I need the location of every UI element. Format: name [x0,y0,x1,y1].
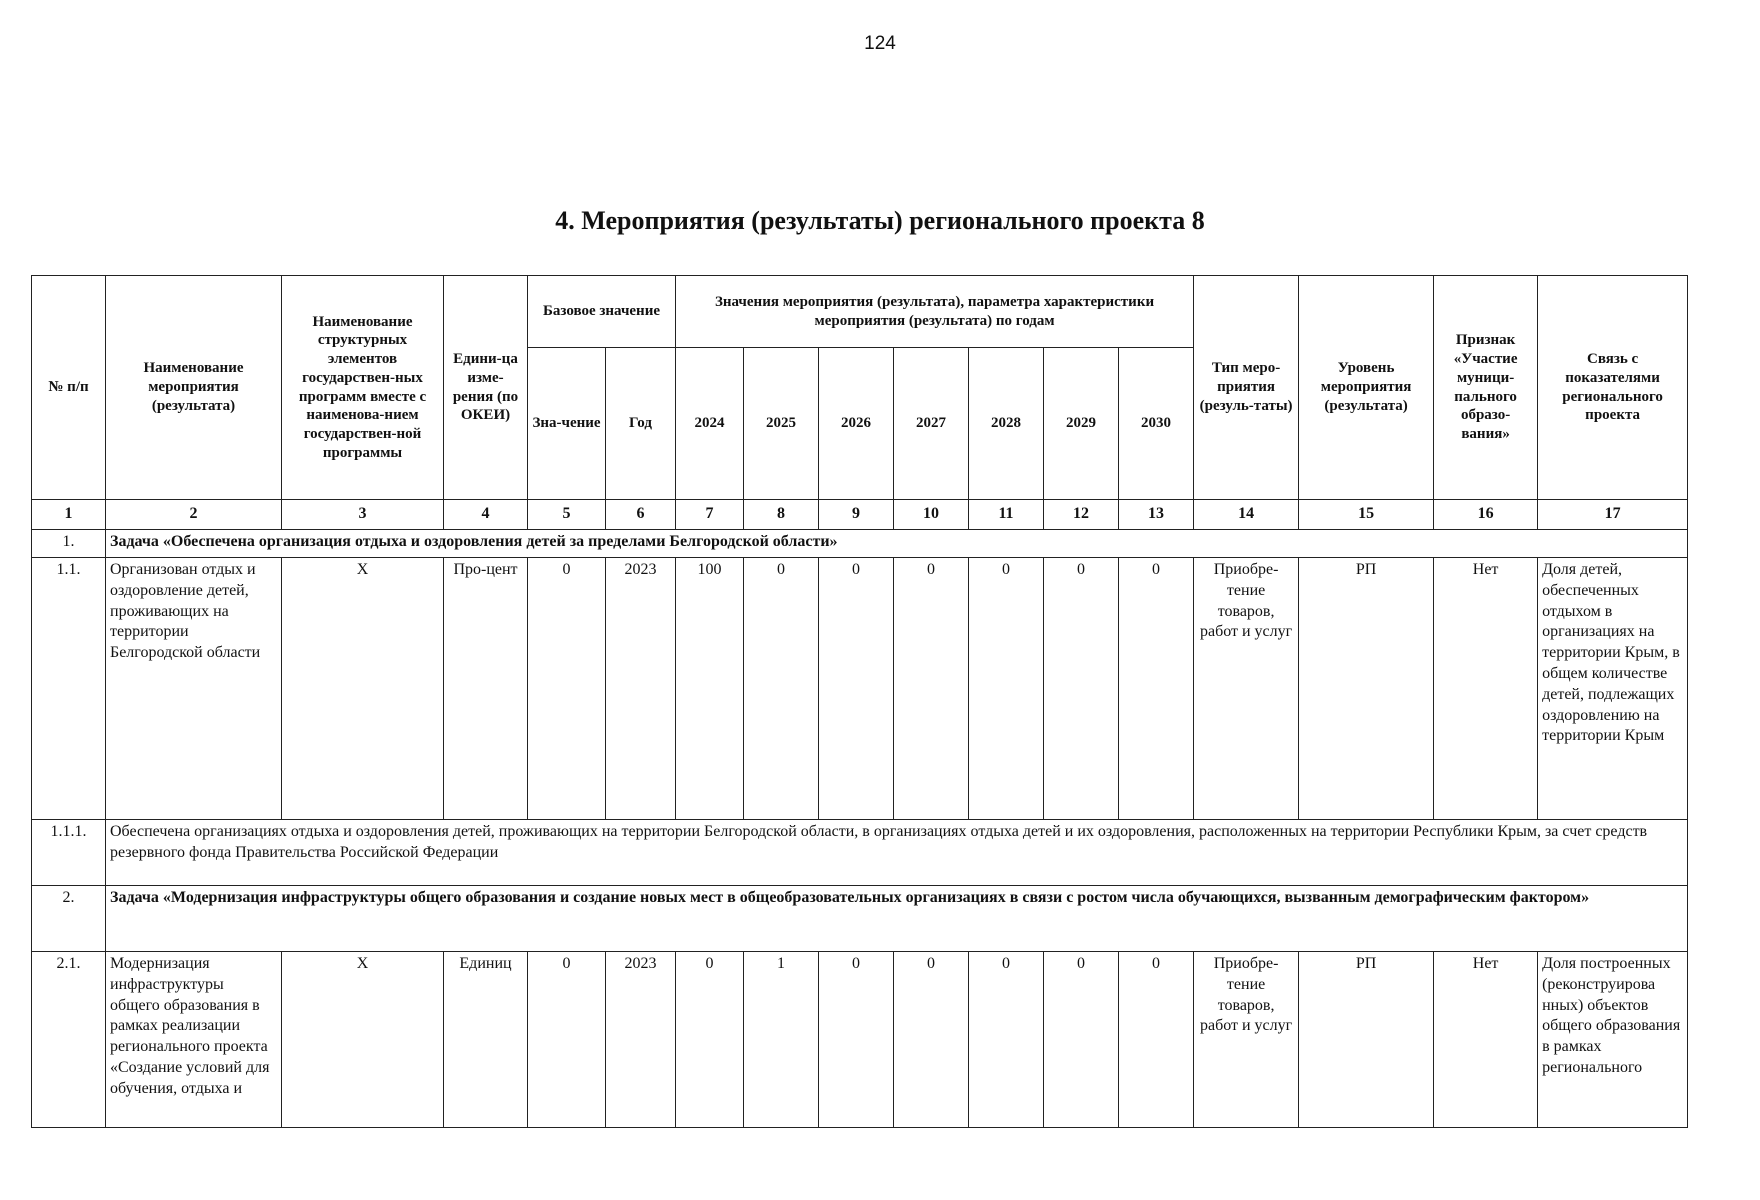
structural-element: Х [282,952,444,1128]
column-number: 17 [1538,500,1688,530]
row-num: 2.1. [32,952,106,1128]
project-link: Доля детей, обеспеченных отдыхом в организациях на территории Крым, в общем количестве детей, подлежащих оздоровлению на территории Крым [1538,558,1688,820]
base-year: 2023 [606,952,676,1128]
task-text: Задача «Модернизация инфраструктуры общего образования и создание новых мест в общеобразовательных организациях в связи с ростом числа обучающихся, вызванным демографическим фактором» [106,886,1688,952]
column-number: 5 [528,500,606,530]
year-value: 0 [744,558,819,820]
column-number: 4 [444,500,528,530]
header-base-group: Базовое значение [528,276,676,348]
task-row-1 [32,530,1688,558]
task-row-2 [32,886,1688,952]
column-number: 11 [969,500,1044,530]
year-value: 0 [819,558,894,820]
column-numbers-row [32,500,1688,530]
year-value: 0 [969,558,1044,820]
year-value: 100 [676,558,744,820]
header-municipal: Признак «Участие муници-пального образо-вания» [1434,276,1538,500]
year-value: 0 [1044,952,1119,1128]
unit: Про-цент [444,558,528,820]
table-row [32,952,1688,1128]
base-value: 0 [528,952,606,1128]
header-year: 2024 [676,348,744,500]
header-year: 2030 [1119,348,1194,500]
measure-name: Модернизация инфраструктуры общего образования в рамках реализации регионального проекта «Создание условий для обучения, отдыха и [106,952,282,1128]
measure-level: РП [1299,952,1434,1128]
measure-level: РП [1299,558,1434,820]
header-values-group: Значения мероприятия (результата), параметра характеристики мероприятия (результата) по годам [676,276,1194,348]
year-value: 0 [676,952,744,1128]
header-link: Связь с показателями регионального проекта [1538,276,1688,500]
task-text: Задача «Обеспечена организация отдыха и оздоровления детей за пределами Белгородской области» [106,530,1688,558]
year-value: 0 [1044,558,1119,820]
unit: Единиц [444,952,528,1128]
header-name: Наименование мероприятия (результата) [106,276,282,500]
header-level: Уровень мероприятия (результата) [1299,276,1434,500]
column-number: 7 [676,500,744,530]
year-value: 0 [969,952,1044,1128]
measure-type: Приобре-тение товаров, работ и услуг [1194,558,1299,820]
column-number: 16 [1434,500,1538,530]
column-number: 10 [894,500,969,530]
page-title: 4. Мероприятия (результаты) регионального проекта 8 [555,206,1205,235]
base-year: 2023 [606,558,676,820]
header-year: 2028 [969,348,1044,500]
column-number: 1 [32,500,106,530]
subresult-row [32,820,1688,886]
header-num: № п/п [32,276,106,500]
header-year: 2027 [894,348,969,500]
header-base-year: Год [606,348,676,500]
header-year: 2029 [1044,348,1119,500]
municipal-flag: Нет [1434,952,1538,1128]
page-number: 124 [864,33,896,54]
year-value: 0 [894,558,969,820]
header-unit: Едини-ца изме-рения (по ОКЕИ) [444,276,528,500]
row-num: 1.1. [32,558,106,820]
header-base-value: Зна-чение [528,348,606,500]
year-value: 1 [744,952,819,1128]
year-value: 0 [894,952,969,1128]
task-num: 2. [32,886,106,952]
year-value: 0 [819,952,894,1128]
column-number: 8 [744,500,819,530]
column-number: 2 [106,500,282,530]
table-row [32,558,1688,820]
base-value: 0 [528,558,606,820]
column-number: 15 [1299,500,1434,530]
header-structural: Наименование структурных элементов государствен-ных программ вместе с наименова-нием государствен-ной программы [282,276,444,500]
subresult-text: Обеспечена организациях отдыха и оздоровления детей, проживающих на территории Белгородской области, в организациях отдыха детей и их оздоровления, расположенных на территории Республики Крым, за счет средств резервного фонда Правительства Российской Федерации [106,820,1688,886]
year-value: 0 [1119,952,1194,1128]
row-num: 1.1.1. [32,820,106,886]
header-year: 2026 [819,348,894,500]
column-number: 12 [1044,500,1119,530]
project-link: Доля построенных (реконструирова нных) объектов общего образования в рамках регионального [1538,952,1688,1128]
task-num: 1. [32,530,106,558]
year-value: 0 [1119,558,1194,820]
column-number: 3 [282,500,444,530]
header-row-1 [32,276,1688,348]
column-number: 9 [819,500,894,530]
measures-table [31,275,1688,1128]
column-number: 13 [1119,500,1194,530]
structural-element: Х [282,558,444,820]
header-year: 2025 [744,348,819,500]
measure-type: Приобре-тение товаров, работ и услуг [1194,952,1299,1128]
column-number: 14 [1194,500,1299,530]
header-type: Тип меро-приятия (резуль-таты) [1194,276,1299,500]
municipal-flag: Нет [1434,558,1538,820]
measure-name: Организован отдых и оздоровление детей, проживающих на территории Белгородской области [106,558,282,820]
column-number: 6 [606,500,676,530]
